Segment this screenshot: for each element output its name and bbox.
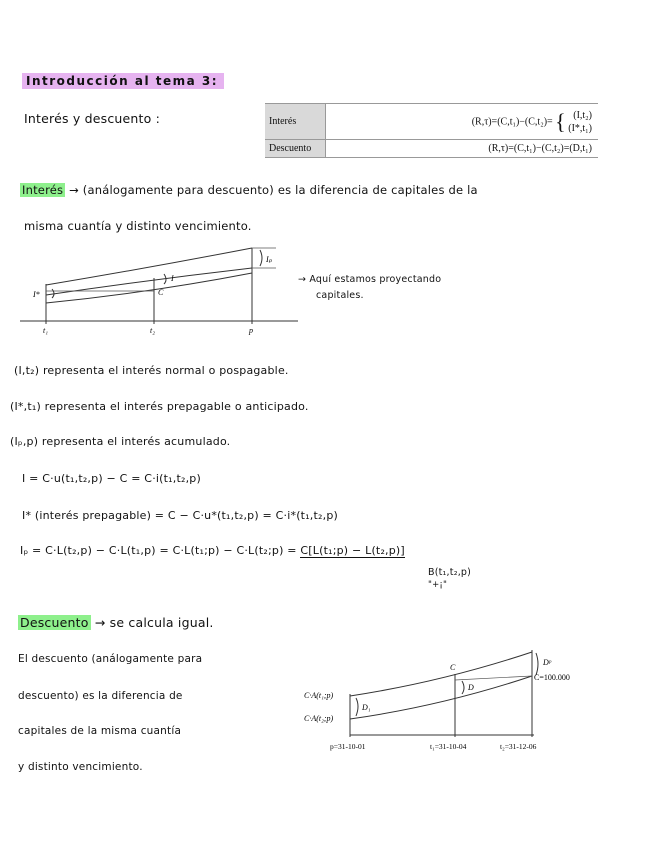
interest-definition-text: → (análogamente para descuento) es la diferencia de capitales de la bbox=[69, 183, 478, 197]
interest-term: Interés bbox=[22, 183, 64, 197]
label-p: p bbox=[249, 326, 253, 335]
note-prepagable: (I*,t₁) representa el interés prepagable o anticipado. bbox=[10, 400, 309, 413]
formula-prepagable: I* (interés prepagable) = C − C·u*(t₁,t₂,p) = C·i*(t₁,t₂,p) bbox=[22, 509, 338, 522]
label-t2: t₂ bbox=[150, 326, 156, 335]
brace: { bbox=[555, 108, 566, 134]
label-dp: Dᵖ bbox=[543, 658, 552, 667]
interest-diagram bbox=[18, 240, 303, 336]
row-formula bbox=[326, 104, 599, 140]
label-t1: t₁ bbox=[43, 326, 49, 335]
label-i: I bbox=[171, 274, 174, 283]
interest-definition-line2: misma cuantía y distinto vencimiento. bbox=[24, 219, 252, 233]
lower-curve bbox=[46, 273, 252, 303]
interest-formula: (R,τ)=(C,t₁)−(C,t₂)= bbox=[471, 115, 553, 127]
formula-accumulated-right: C[L(t₁;p) − L(t₂,p)] bbox=[300, 544, 405, 557]
table-row bbox=[265, 140, 598, 158]
label-c: C bbox=[158, 288, 164, 297]
discount-heading-text: → se calcula igual. bbox=[94, 615, 214, 630]
discount-text-line1: El descuento (análogamente para bbox=[18, 653, 203, 665]
discount-text-line2: descuento) es la diferencia de bbox=[18, 690, 183, 702]
discount-diagram bbox=[302, 648, 570, 758]
label-ip: Iₚ bbox=[266, 255, 273, 264]
upper-curve bbox=[350, 652, 532, 696]
brace-bottom: (I*,t₁) bbox=[568, 122, 592, 134]
note-pospagable: (I,t₂) representa el interés normal o pospagable. bbox=[14, 364, 289, 377]
diagram-note-line1: → Aquí estamos proyectando bbox=[298, 274, 442, 285]
note-acumulado: (Iₚ,p) representa el interés acumulado. bbox=[10, 435, 231, 448]
discount-term: Descuento bbox=[20, 615, 89, 630]
formula-brace-label: B(t₁,t₂,p) bbox=[428, 567, 472, 578]
label-x-t1: t₁=31-10-04 bbox=[430, 742, 467, 751]
lower-curve bbox=[350, 676, 532, 719]
discount-text-line4: y distinto vencimiento. bbox=[18, 761, 143, 773]
table-row bbox=[265, 104, 598, 140]
formula-accumulated bbox=[20, 544, 405, 557]
definitions-table bbox=[265, 103, 598, 158]
discount-text-line3: capitales de la misma cuantía bbox=[18, 725, 182, 737]
page-title: Introducción al tema 3: bbox=[22, 73, 224, 89]
brace-ip bbox=[260, 250, 262, 266]
brace-top: (I,t₂) bbox=[573, 109, 592, 121]
row-label: Interés bbox=[265, 104, 326, 140]
label-c-value: C=100.000 bbox=[534, 673, 570, 682]
label-x-p: p=31-10-01 bbox=[330, 742, 366, 751]
formula-brace-label2: "+¡" bbox=[428, 580, 448, 590]
label-c-top: C bbox=[450, 663, 456, 672]
label-istar: I* bbox=[33, 290, 40, 299]
row-label: Descuento bbox=[265, 140, 326, 158]
diagram-note-line2: capitales. bbox=[316, 290, 364, 301]
discount-heading bbox=[18, 615, 214, 630]
brace-dp bbox=[536, 653, 538, 675]
interest-definition-line1 bbox=[20, 183, 478, 197]
formula-accumulated-left: Iₚ = C·L(t₂,p) − C·L(t₁,p) = C·L(t₁;p) − C·L(t₂;p) = bbox=[20, 544, 297, 557]
label-d1: D₁ bbox=[362, 703, 371, 712]
formula-interest: I = C·u(t₁,t₂,p) − C = C·i(t₁,t₂,p) bbox=[22, 472, 201, 485]
label-y-bottom: C·A(t₂;p) bbox=[304, 714, 334, 723]
upper-curve bbox=[46, 248, 252, 285]
row-formula: (R,τ)=(C,t₁)−(C,t₂)=(D,t₁) bbox=[326, 140, 599, 158]
label-x-t2: t₂=31-12-06 bbox=[500, 742, 537, 751]
label-y-top: C·A(t₁;p) bbox=[304, 691, 334, 700]
section-subtitle: Interés y descuento : bbox=[24, 111, 161, 126]
brace-d bbox=[462, 681, 464, 694]
brace-d1 bbox=[356, 698, 358, 716]
label-d: D bbox=[468, 683, 474, 692]
